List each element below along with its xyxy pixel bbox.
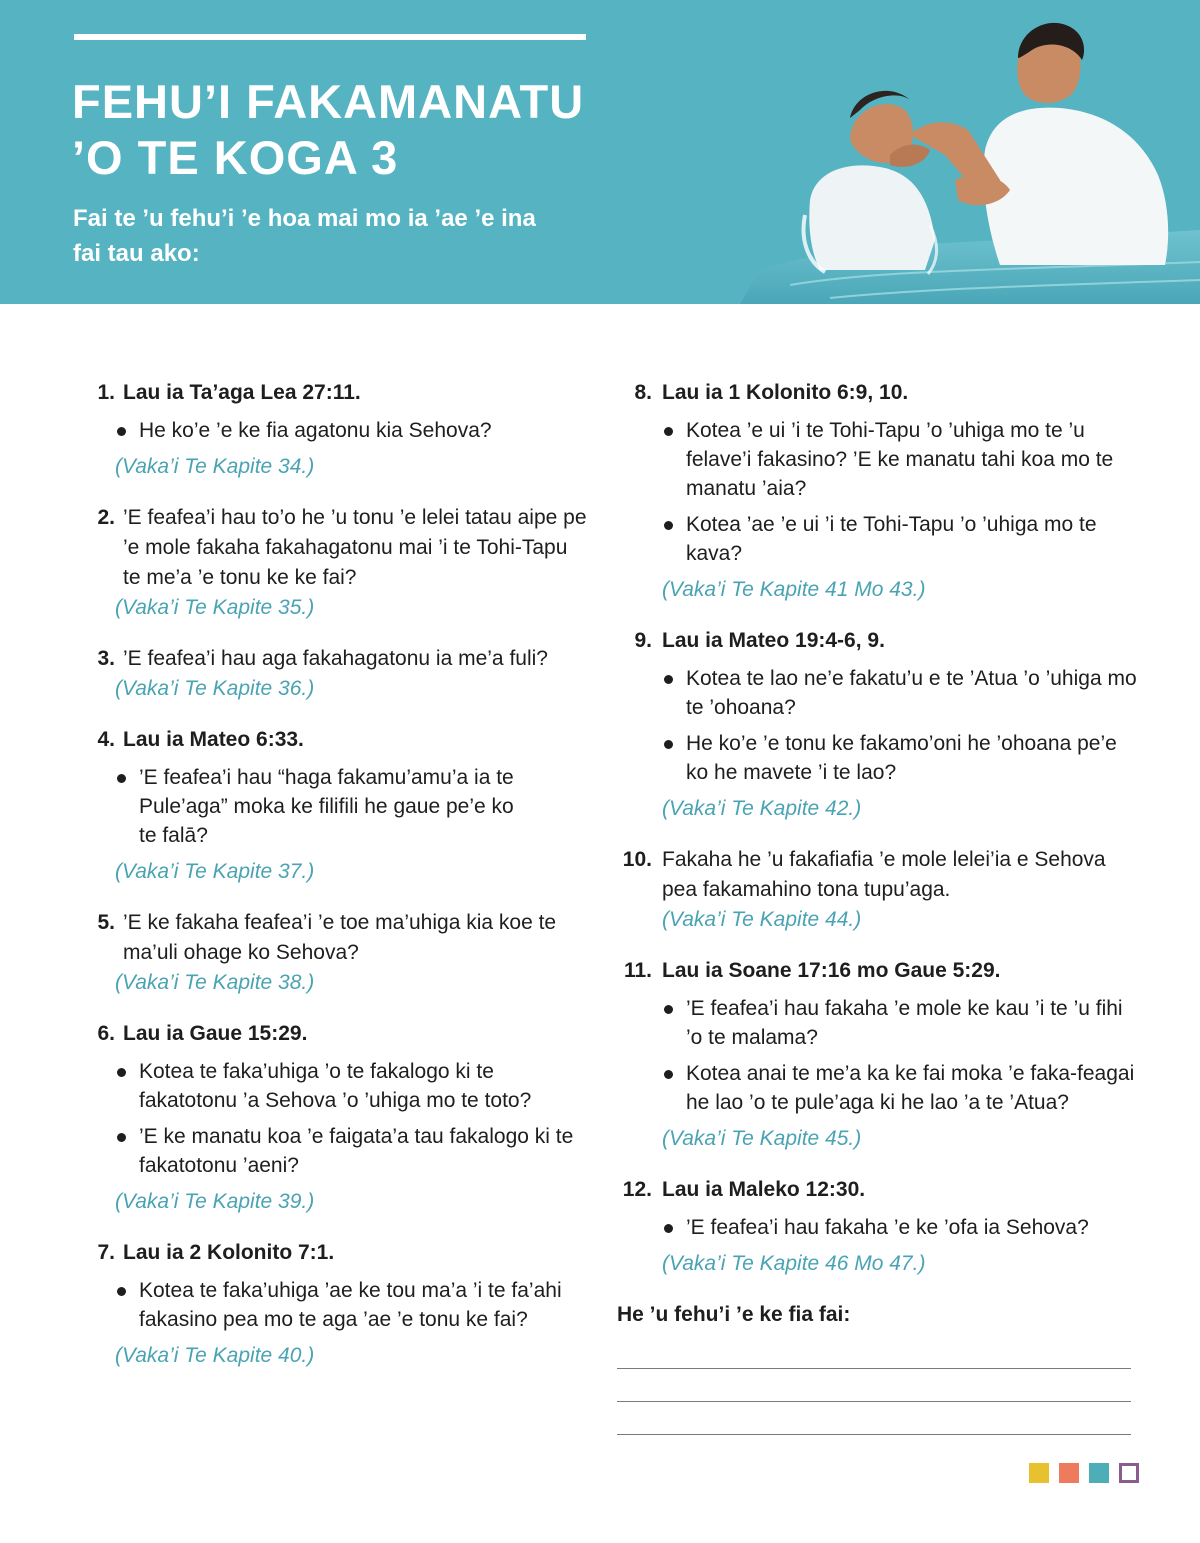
question-number: 7. [97, 1241, 115, 1264]
question-number: 10. [622, 848, 652, 871]
question-number: 3. [97, 647, 115, 670]
orange-square-icon [1059, 1463, 1079, 1483]
question-text: ’E ke fakaha feafea’i ’e toe ma’uhiga kia koe te ma’uli ohage ko Sehova? [123, 911, 557, 964]
question-text: ’E feafea’i hau aga fakahagatonu ia me’a fuli? [123, 647, 548, 670]
chapter-reference: (Vaka’i Te Kapite 45.) [662, 1127, 862, 1150]
chapter-reference: (Vaka’i Te Kapite 39.) [115, 1190, 315, 1213]
question-number: 2. [97, 506, 115, 529]
question-8 [617, 378, 1137, 604]
question-number: 6. [97, 1022, 115, 1045]
bullet-list [115, 1057, 588, 1180]
header-rule [74, 34, 586, 40]
bullet-item: Kotea te faka’uhiga ’o te fakalogo ki te fakatotonu ’a Sehova ’o ’uhiga mo te toto? [115, 1057, 588, 1115]
purple-outline-square-icon [1119, 1463, 1139, 1483]
question-2 [78, 503, 588, 622]
bullet-item: Kotea te faka’uhiga ’ae ke tou ma’a ’i te fa’ahi fakasino pea mo te aga ’ae ’e tonu ke fai? [115, 1276, 588, 1334]
bullet-list [662, 1213, 1137, 1242]
chapter-reference: (Vaka’i Te Kapite 41 Mo 43.) [662, 578, 926, 601]
question-number: 8. [634, 381, 652, 404]
question-text: Fakaha he ’u fakafiafia ’e mole lelei’ia e Sehova pea fakamahino tona tupu’aga. [662, 848, 1106, 901]
question-number: 11. [623, 959, 652, 982]
bullet-list [662, 994, 1137, 1117]
bullet-item: Kotea anai te me’a ka ke fai moka ’e faka-feagai he lao ’o te pule’aga ki he lao ’a te ’Atua? [662, 1059, 1137, 1117]
bullet-item: ’E feafea’i hau “haga fakamu’amu’a ia te Pule’aga” moka ke filifili he gaue pe’e ko te falā? [115, 763, 588, 850]
question-text: Lau ia 1 Kolonito 6:9, 10. [662, 381, 909, 404]
question-text: Lau ia Ta’aga Lea 27:11. [123, 381, 361, 404]
question-3 [78, 644, 588, 703]
teal-square-icon [1089, 1463, 1109, 1483]
color-squares [1029, 1463, 1139, 1483]
yellow-square-icon [1029, 1463, 1049, 1483]
question-number: 12. [622, 1178, 652, 1201]
bullet-list [115, 1276, 588, 1334]
header-banner [0, 0, 1200, 304]
question-4 [78, 725, 588, 886]
write-line[interactable] [617, 1434, 1131, 1435]
bullet-item: Kotea ’e ui ’i te Tohi-Tapu ’o ’uhiga mo te ’u felave’i fakasino? ’E ke manatu tahi koa mo te manatu ’aia? [662, 416, 1137, 503]
bullet-item: Kotea te lao ne’e fakatu’u e te ’Atua ’o ’uhiga mo te ’ohoana? [662, 664, 1137, 722]
question-number: 5. [97, 911, 115, 934]
bullet-item: ’E feafea’i hau fakaha ’e ke ’ofa ia Sehova? [662, 1213, 1137, 1242]
page-title: FEHU’I FAKAMANATU ’O TE KOGA 3 [72, 75, 585, 184]
question-text: Lau ia Gaue 15:29. [123, 1022, 308, 1045]
bullet-list [662, 416, 1137, 568]
chapter-reference: (Vaka’i Te Kapite 42.) [662, 797, 862, 820]
question-6 [78, 1019, 588, 1216]
question-12 [617, 1175, 1137, 1278]
question-10 [617, 845, 1137, 934]
bullet-item: He ko’e ’e tonu ke fakamo’oni he ’ohoana pe’e ko he mavete ’i te lao? [662, 729, 1137, 787]
question-text: Lau ia Soane 17:16 mo Gaue 5:29. [662, 959, 1001, 982]
chapter-reference: (Vaka’i Te Kapite 40.) [115, 1344, 315, 1367]
bullet-list [115, 416, 588, 445]
own-questions-label: He ’u fehu’i ’e ke fia fai: [617, 1303, 851, 1326]
question-11 [617, 956, 1137, 1153]
bullet-list [662, 664, 1137, 787]
bullet-item: ’E feafea’i hau fakaha ’e mole ke kau ’i te ’u fihi ’o te malama? [662, 994, 1137, 1052]
chapter-reference: (Vaka’i Te Kapite 36.) [115, 677, 315, 700]
question-1 [78, 378, 588, 481]
question-5 [78, 908, 588, 997]
chapter-reference: (Vaka’i Te Kapite 37.) [115, 860, 315, 883]
question-text: ’E feafea’i hau to’o he ’u tonu ’e lelei tatau aipe pe ’e mole fakaha fakahagatonu mai ’i te Tohi-Tapu te me’a ’e tonu ke ke fai? [123, 506, 587, 589]
question-text: Lau ia Mateo 6:33. [123, 728, 304, 751]
question-number: 4. [97, 728, 115, 751]
question-number: 1. [97, 381, 115, 404]
question-number: 9. [634, 629, 652, 652]
questions-right-column [617, 378, 1137, 1435]
bullet-list [115, 763, 588, 850]
chapter-reference: (Vaka’i Te Kapite 46 Mo 47.) [662, 1252, 926, 1275]
question-text: Lau ia Maleko 12:30. [662, 1178, 866, 1201]
question-text: Lau ia Mateo 19:4-6, 9. [662, 629, 885, 652]
write-line[interactable] [617, 1368, 1131, 1369]
question-text: Lau ia 2 Kolonito 7:1. [123, 1241, 335, 1264]
question-7 [78, 1238, 588, 1370]
baptism-illustration [700, 0, 1200, 304]
bullet-item: He ko’e ’e ke fia agatonu kia Sehova? [115, 416, 588, 445]
chapter-reference: (Vaka’i Te Kapite 34.) [115, 455, 315, 478]
chapter-reference: (Vaka’i Te Kapite 35.) [115, 596, 315, 619]
question-9 [617, 626, 1137, 823]
chapter-reference: (Vaka’i Te Kapite 38.) [115, 971, 315, 994]
bullet-item: ’E ke manatu koa ’e faigata’a tau fakalogo ki te fakatotonu ’aeni? [115, 1122, 588, 1180]
write-line[interactable] [617, 1401, 1131, 1402]
page-subtitle: Fai te ’u fehu’i ’e hoa mai mo ia ’ae ’e ina fai tau ako: [73, 205, 536, 267]
chapter-reference: (Vaka’i Te Kapite 44.) [662, 908, 862, 931]
questions-left-column [78, 378, 588, 1392]
bullet-item: Kotea ’ae ’e ui ’i te Tohi-Tapu ’o ’uhiga mo te kava? [662, 510, 1137, 568]
